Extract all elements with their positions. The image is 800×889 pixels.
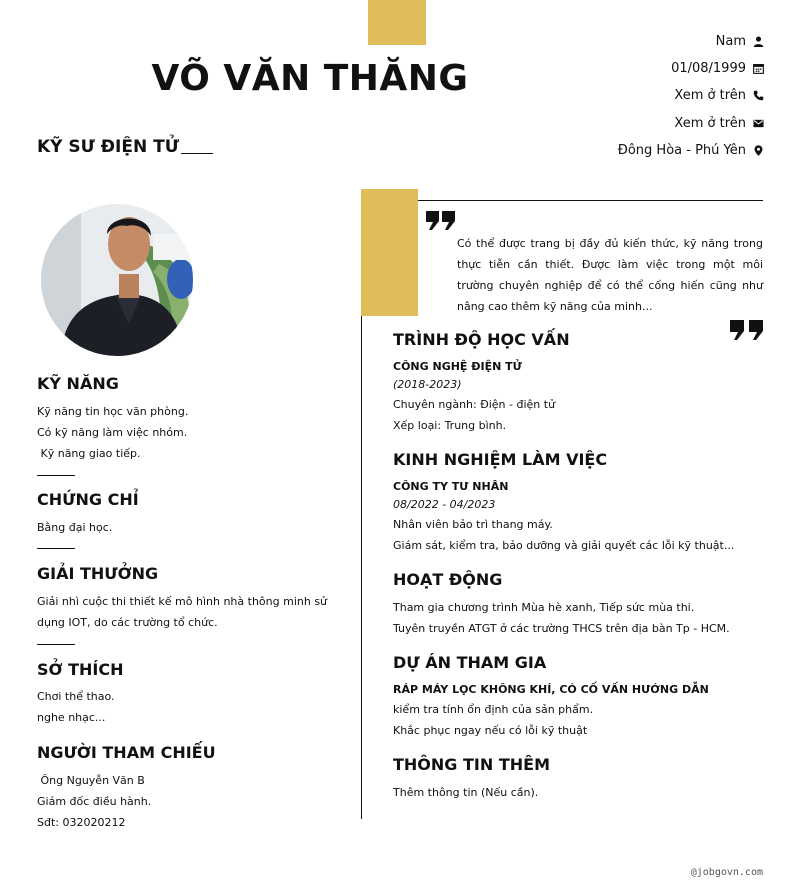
hobbies-section	[37, 660, 337, 728]
awards-title: GIẢI THƯỞNG	[37, 564, 159, 583]
candidate-name: VÕ VĂN THĂNG	[151, 58, 469, 99]
activity-item: Tuyên truyền ATGT ở các trường THCS trên địa bàn Tp - HCM.	[393, 622, 730, 635]
education-period: (2018-2023)	[393, 378, 462, 391]
education-detail: Chuyên ngành: Điện - điện tử	[393, 398, 556, 411]
contact-gender	[464, 34, 764, 49]
skill-item: Kỹ năng tin học văn phòng.	[37, 405, 189, 418]
experience-detail: Giám sát, kiểm tra, bảo dưỡng và giải quyết các lỗi kỹ thuật...	[393, 539, 735, 552]
job-title-underline	[181, 153, 213, 154]
address-value: Đông Hòa - Phú Yên	[617, 143, 746, 158]
quote-accent-block	[361, 189, 418, 316]
column-divider	[361, 316, 362, 819]
extra-info-text: Thêm thông tin (Nếu cần).	[393, 786, 539, 799]
calendar-icon	[753, 63, 764, 74]
certificates-title: CHỨNG CHỈ	[37, 490, 139, 509]
top-accent-block	[368, 0, 426, 45]
job-title	[37, 137, 213, 157]
career-objective: Có thể được trang bị đầy đủ kiến thức, kỹ năng trong thực tiễn cần thiết. Được làm việc trong một môi trường chuyên nghiệp để có thể cống hiến cũng như nâng cao thêm kỹ năng của minh...	[457, 237, 763, 313]
certificates-section	[37, 490, 337, 538]
user-icon	[753, 36, 764, 47]
skills-section	[37, 374, 337, 464]
hobby-item: nghe nhạc...	[37, 711, 106, 724]
project-detail: kiểm tra tính ổn định của sản phẩm.	[393, 703, 594, 716]
skill-item: Kỹ năng giao tiếp.	[37, 447, 141, 460]
reference-item: Giám đốc điều hành.	[37, 795, 152, 808]
phone-icon	[753, 90, 764, 101]
gender-value: Nam	[715, 34, 746, 49]
quote-open-icon	[426, 211, 456, 230]
award-text: Giải nhì cuộc thi thiết kế mô hình nhà thông minh sử dụng IOT, do các trường tổ chức.	[37, 595, 328, 629]
contact-email	[464, 116, 764, 131]
project-detail: Khắc phục ngay nếu có lỗi kỹ thuật	[393, 724, 588, 737]
email-value: Xem ở trên	[674, 116, 746, 131]
experience-detail: Nhân viên bảo trì thang máy.	[393, 518, 553, 531]
reference-item: Ông Nguyễn Văn B	[37, 774, 145, 787]
awards-section	[37, 564, 337, 633]
mail-icon	[753, 118, 764, 129]
reference-item: Sđt: 032020212	[37, 816, 126, 829]
activities-section	[393, 570, 773, 639]
birthday-value: 01/08/1999	[671, 61, 746, 76]
activities-title: HOẠT ĐỘNG	[393, 570, 503, 589]
education-section	[393, 330, 773, 436]
skill-item: Có kỹ năng làm việc nhóm.	[37, 426, 188, 439]
phone-value: Xem ở trên	[674, 88, 746, 103]
references-section	[37, 743, 337, 833]
section-divider	[37, 548, 75, 549]
experience-period: 08/2022 - 04/2023	[393, 498, 496, 511]
section-divider	[37, 475, 75, 476]
project-name: RÁP MÁY LỌC KHÔNG KHÍ, CÓ CỐ VẤN HƯỚNG DẪN	[393, 683, 709, 696]
section-divider	[37, 644, 75, 645]
skills-title: KỸ NĂNG	[37, 374, 119, 393]
contact-phone	[464, 88, 764, 103]
experience-company: CÔNG TY TƯ NHÂN	[393, 480, 509, 493]
job-title-text: KỸ SƯ ĐIỆN TỬ	[37, 137, 179, 157]
projects-section	[393, 653, 773, 741]
contact-birthday	[464, 61, 764, 76]
extra-info-title: THÔNG TIN THÊM	[393, 755, 550, 774]
hobby-item: Chơi thể thao.	[37, 690, 115, 703]
contact-address	[464, 143, 764, 158]
projects-title: DỰ ÁN THAM GIA	[393, 653, 547, 672]
watermark: @jobgovn.com	[690, 867, 763, 878]
certificate-item: Bằng đại học.	[37, 521, 113, 534]
references-title: NGƯỜI THAM CHIẾU	[37, 743, 216, 762]
education-school: CÔNG NGHỆ ĐIỆN TỬ	[393, 360, 522, 373]
avatar	[41, 204, 193, 356]
location-pin-icon	[753, 145, 764, 156]
education-title: TRÌNH ĐỘ HỌC VẤN	[393, 330, 570, 349]
experience-title: KINH NGHIỆM LÀM VIỆC	[393, 450, 608, 469]
hobbies-title: SỞ THÍCH	[37, 660, 124, 679]
education-detail: Xếp loại: Trung bình.	[393, 419, 507, 432]
extra-info-section	[393, 755, 773, 803]
activity-item: Tham gia chương trình Mùa hè xanh, Tiếp sức mùa thi.	[393, 601, 695, 614]
experience-section	[393, 450, 773, 556]
objective-top-rule	[418, 200, 763, 201]
